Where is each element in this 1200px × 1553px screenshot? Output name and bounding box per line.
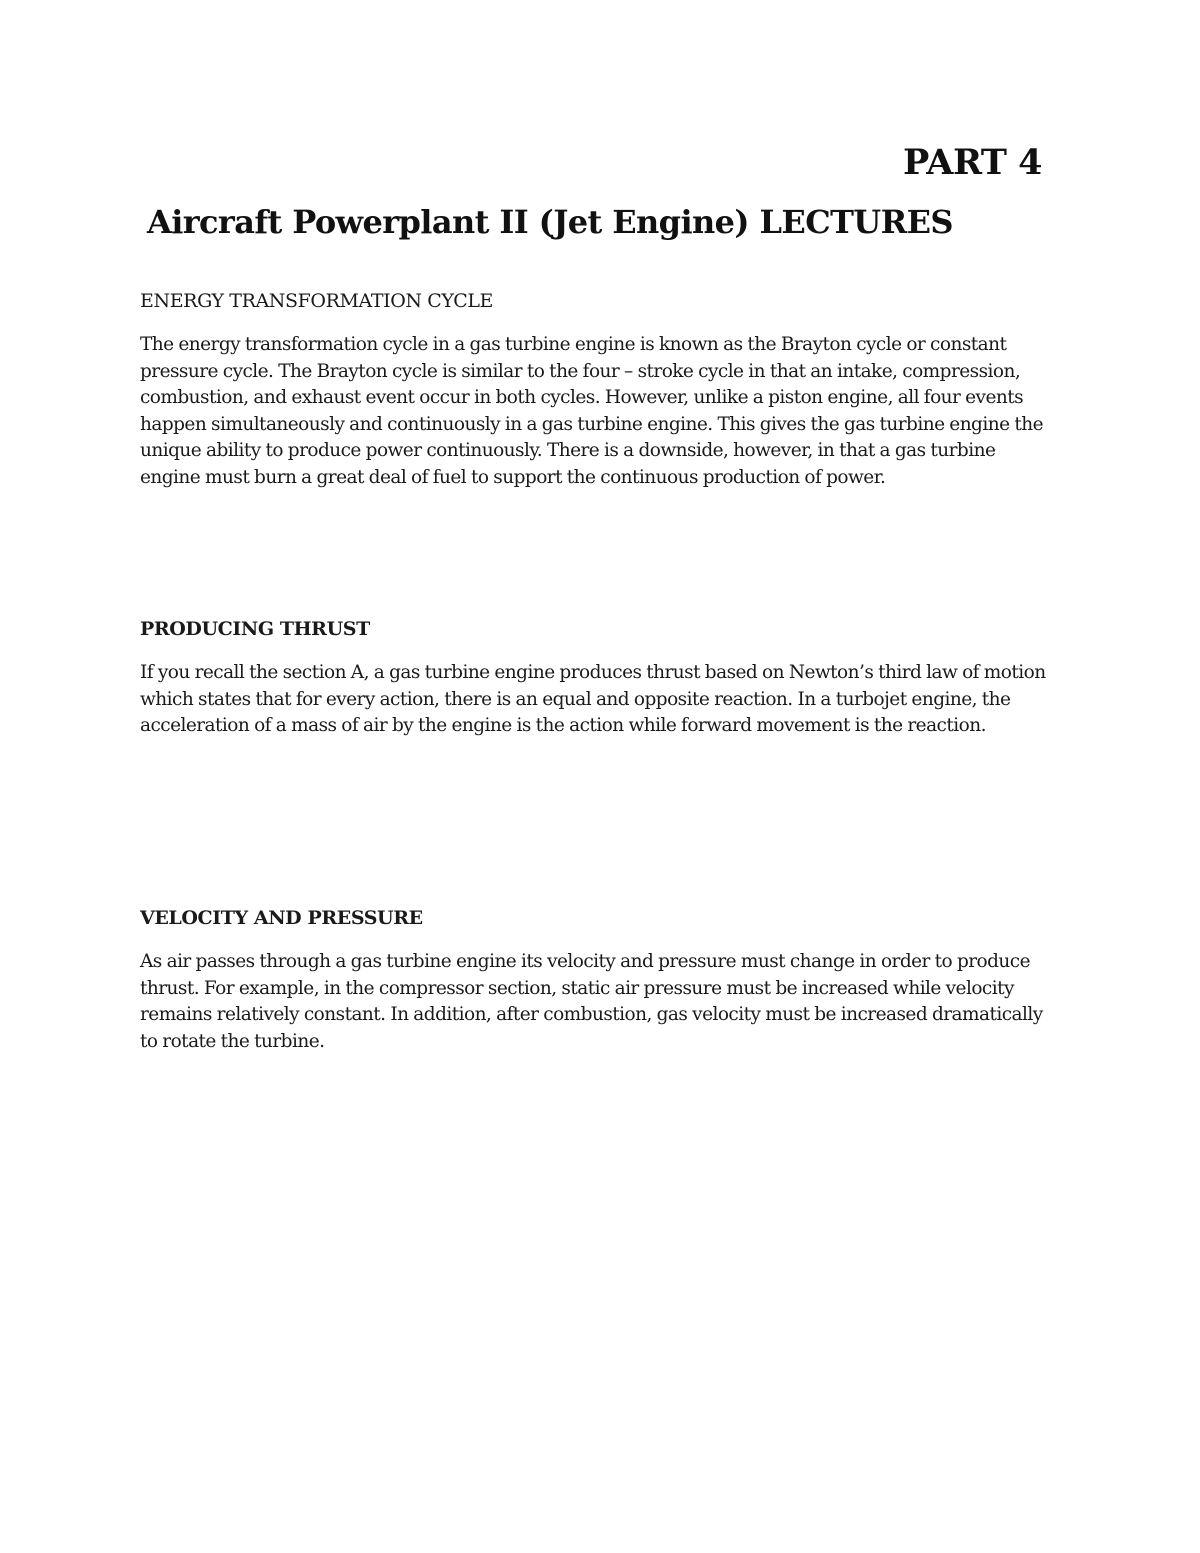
section-velocity-and-pressure — [140, 907, 1060, 1055]
section-body: As air passes through a gas turbine engine its velocity and pressure must change in order to produce thrust. For example, in the compressor section, static air pressure must be increased while velocity remains relatively constant. In addition, after combustion, gas velocity must be increased dramatically to rotate the turbine. — [140, 951, 1043, 1052]
part-label: PART 4 — [903, 142, 1042, 183]
section-body: The energy transformation cycle in a gas turbine engine is known as the Brayton cycle or constant pressure cycle. The Brayton cycle is similar to the four – stroke cycle in that an intake, compression, combustion, and exhaust event occur in both cycles. However, unlike a piston engine, all four events happen simultaneously and continuously in a gas turbine engine. This gives the gas turbine engine the unique ability to produce power continuously. There is a downside, however, in that a gas turbine engine must burn a great deal of fuel to support the continuous production of power. — [140, 334, 1043, 488]
section-heading: ENERGY TRANSFORMATION CYCLE — [140, 290, 494, 312]
document-title: Aircraft Powerplant II (Jet Engine) LECTURES — [147, 203, 953, 241]
section-heading: PRODUCING THRUST — [140, 618, 370, 640]
section-body: If you recall the section A, a gas turbine engine produces thrust based on Newton’s third law of motion which states that for every action, there is an equal and opposite reaction. In a turbojet engine, the acceleration of a mass of air by the engine is the action while forward movement is the reaction. — [140, 662, 1046, 736]
section-energy-transformation-cycle — [140, 290, 1060, 491]
section-producing-thrust — [140, 618, 1060, 740]
section-heading: VELOCITY AND PRESSURE — [140, 907, 423, 929]
